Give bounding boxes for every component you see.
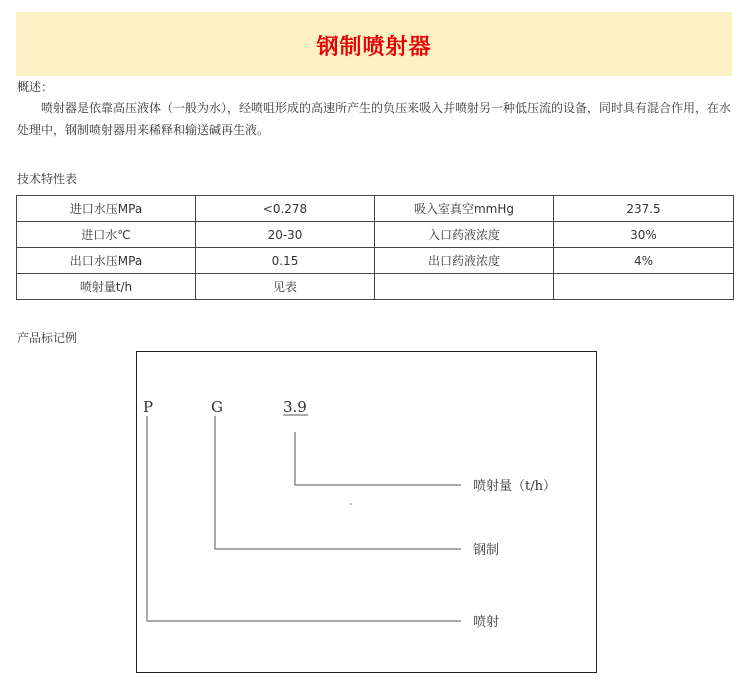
table-cell: 出口药液浓度 [375, 248, 554, 274]
spec-table-label: 技术特性表 [17, 172, 78, 186]
table-cell: 入口药液浓度 [375, 222, 554, 248]
table-cell: 进口水℃ [17, 222, 196, 248]
table-cell: 20-30 [196, 222, 375, 248]
label-steel: 钢制 [473, 543, 500, 558]
table-row [17, 222, 734, 248]
table-cell: 4% [554, 248, 734, 274]
table-cell: 0.15 [196, 248, 375, 274]
table-cell: <0.278 [196, 196, 375, 222]
overview-text: 喷射器是依靠高压液体（一般为水），经喷咀形成的高速所产生的负压来吸入并喷射另一种低压流的设备，同时具有混合作用，在水处理中，钢制喷射器用来稀释和输送碱再生液。 [17, 101, 732, 137]
label-jet: 喷射 [473, 615, 500, 630]
table-cell: 吸入室真空mmHg [375, 196, 554, 222]
code-g: G [211, 398, 223, 416]
table-row [17, 196, 734, 222]
table-cell: 237.5 [554, 196, 734, 222]
table-row [17, 274, 734, 300]
table-cell [554, 274, 734, 300]
leader-line-jet [147, 416, 461, 621]
table-row [17, 248, 734, 274]
stray-dot [350, 503, 352, 505]
spec-table [16, 195, 734, 300]
leader-line-flow [295, 432, 461, 485]
overview-label: 概述： [17, 80, 54, 94]
table-cell: 喷射量t/h [17, 274, 196, 300]
marking-diagram-svg [137, 352, 596, 672]
leader-line-steel [215, 416, 461, 549]
marking-diagram [136, 351, 597, 673]
marking-label: 产品标记例 [17, 331, 78, 345]
table-cell [375, 274, 554, 300]
label-flow: 喷射量（t/h） [473, 479, 556, 494]
page-title: 钢制喷射器 [316, 35, 432, 60]
table-cell: 见表 [196, 274, 375, 300]
table-cell: 30% [554, 222, 734, 248]
code-p: P [143, 398, 154, 416]
title-band [16, 12, 732, 76]
table-cell: 进口水压MPa [17, 196, 196, 222]
table-cell: 出口水压MPa [17, 248, 196, 274]
code-num: 3.9 [283, 398, 307, 416]
